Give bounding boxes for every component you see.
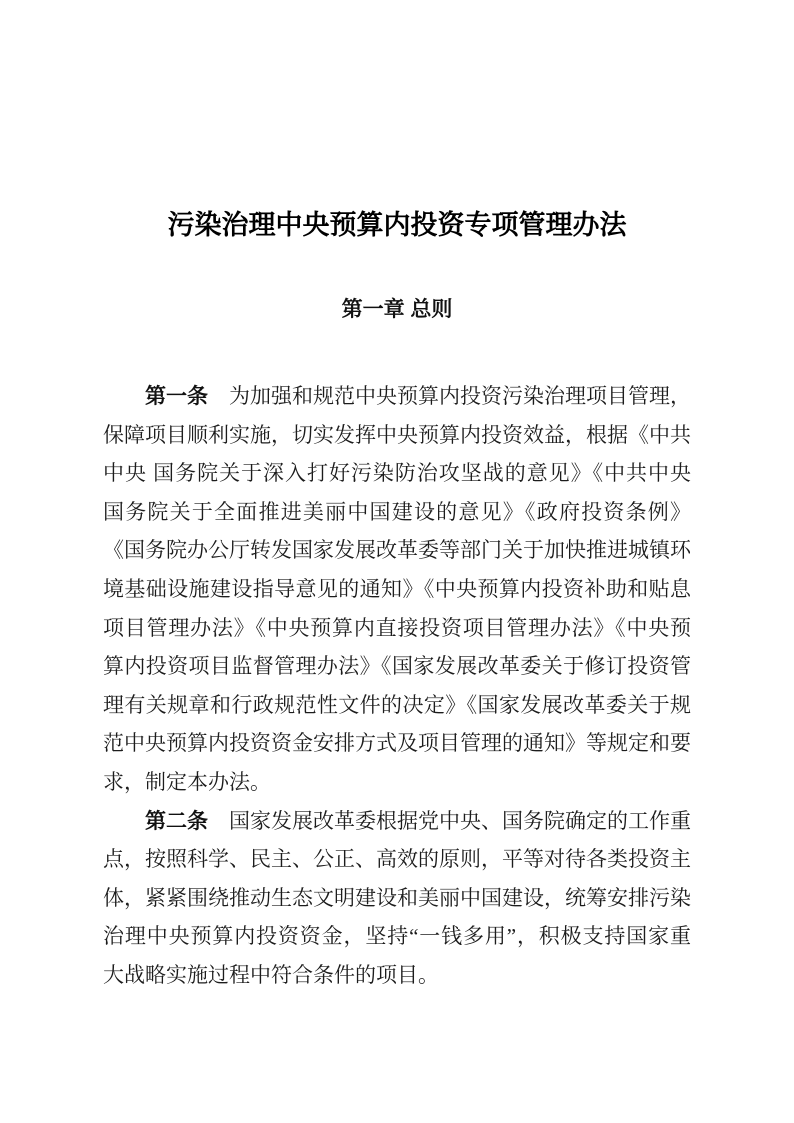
article-1-term: 第一条 xyxy=(145,384,208,408)
chapter-heading: 第一章 总则 xyxy=(341,298,453,321)
body-line-text: 为加强和规范中央预算内投资污染治理项目管理， xyxy=(208,384,691,408)
body-line: 理有关规章和行政规范性文件的决定》《国家发展改革委关于规 xyxy=(103,692,691,717)
body-line: 治理中央预算内投资资金，坚持“一钱多用”，积极支持国家重 xyxy=(103,924,691,949)
body-line: 求，制定本办法。 xyxy=(103,769,271,794)
body-line: 大战略实施过程中符合条件的项目。 xyxy=(103,962,439,987)
body-line-text: 国家发展改革委根据党中央、国务院确定的工作重 xyxy=(208,808,691,833)
body-line: 范中央预算内投资资金安排方式及项目管理的通知》等规定和要 xyxy=(103,731,691,756)
body-line: 境基础设施建设指导意见的通知》《中央预算内投资补助和贴息 xyxy=(103,576,691,601)
body-line xyxy=(103,377,691,416)
body-line: 点，按照科学、民主、公正、高效的原则，平等对待各类投资主 xyxy=(103,847,691,872)
body-line xyxy=(103,802,691,841)
body-line: 《国务院办公厅转发国家发展改革委等部门关于加快推进城镇环 xyxy=(103,538,691,563)
document-title: 污染治理中央预算内投资专项管理办法 xyxy=(167,210,627,240)
document-body xyxy=(103,377,691,995)
article-2-term: 第二条 xyxy=(145,808,208,833)
body-line: 国务院关于全面推进美丽中国建设的意见》《政府投资条例》 xyxy=(103,499,691,524)
body-line: 项目管理办法》《中央预算内直接投资项目管理办法》《中央预 xyxy=(103,615,691,640)
body-line: 保障项目顺利实施，切实发挥中央预算内投资效益，根据《中共 xyxy=(103,422,691,447)
body-line: 体，紧紧围绕推动生态文明建设和美丽中国建设，统筹安排污染 xyxy=(103,885,691,910)
body-line: 中央 国务院关于深入打好污染防治攻坚战的意见》《中共中央 xyxy=(103,461,691,486)
body-line: 算内投资项目监督管理办法》《国家发展改革委关于修订投资管 xyxy=(103,654,691,679)
